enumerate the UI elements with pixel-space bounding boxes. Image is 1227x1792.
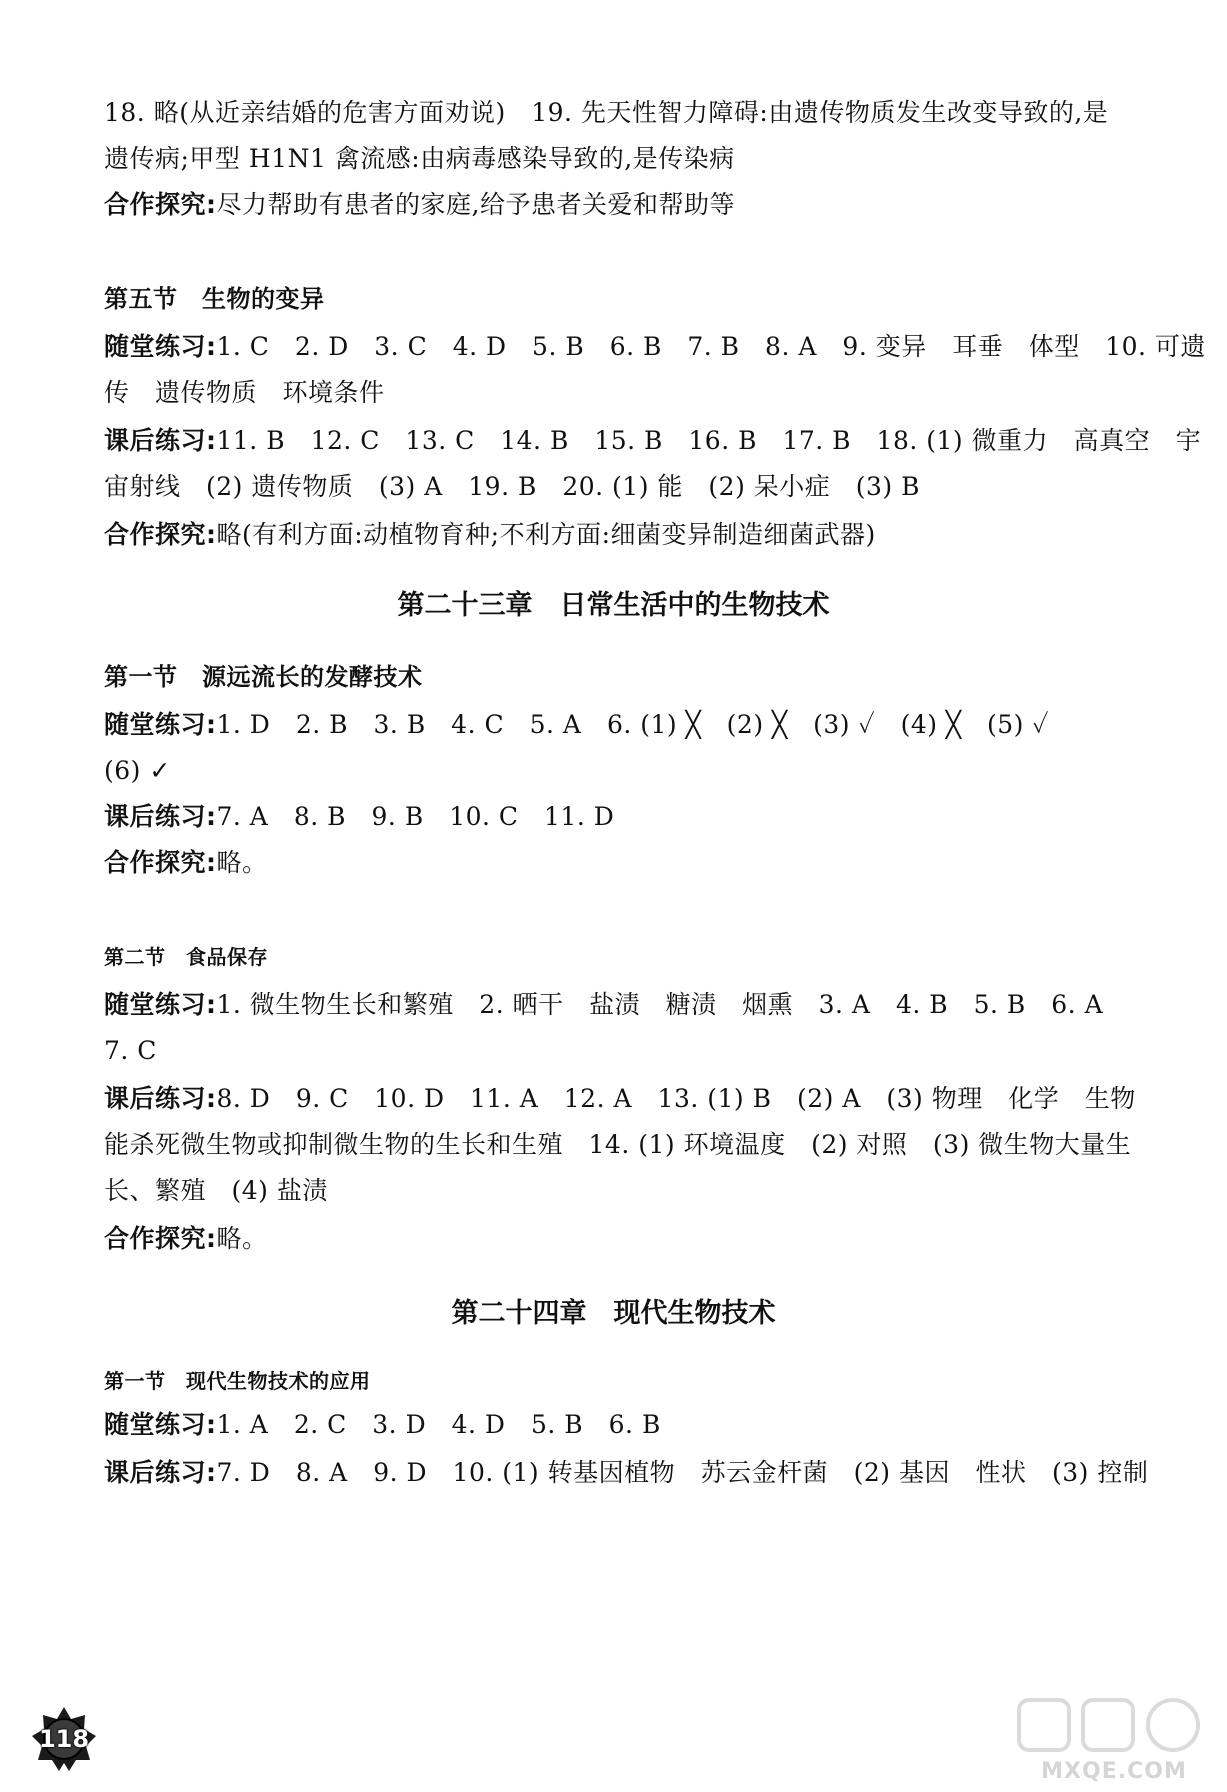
label-class-practice: 随堂练习: (104, 332, 217, 361)
text-line (104, 1408, 1147, 1442)
text-line: 宙射线 (2) 遗传物质 (3) A 19. B 20. (1) 能 (2) 呆小症 (3) B (104, 472, 921, 501)
text-line (104, 1456, 1147, 1490)
label-class-practice: 随堂练习: (104, 1410, 217, 1439)
label-class-practice: 随堂练习: (104, 710, 217, 739)
text-line (104, 188, 1147, 222)
text-line: 长、繁殖 (4) 盐渍 (104, 1176, 328, 1205)
text-line: 遗传病;甲型 H1N1 禽流感:由病毒感染导致的,是传染病 (104, 144, 735, 173)
label-cooperative: 合作探究: (104, 1224, 217, 1253)
chapter-title: 第二十三章 日常生活中的生物技术 (397, 590, 830, 621)
answer-text: 7. A 8. B 9. B 10. C 11. D (216, 802, 615, 831)
watermark-icon (1009, 1694, 1219, 1758)
text-line (104, 330, 1206, 364)
label-cooperative: 合作探究: (104, 190, 217, 219)
label-cooperative: 合作探究: (104, 848, 217, 877)
answer-text: 1. C 2. D 3. C 4. D 5. B 6. B 7. B 8. A 9. 变异 耳垂 体型 10. 可遗 (216, 332, 1206, 361)
text-line (104, 708, 1147, 742)
section-title: 第五节 生物的变异 (104, 285, 325, 313)
watermark-text: MXQE.COM (1041, 1759, 1187, 1784)
answer-text: 1. 微生物生长和繁殖 2. 晒干 盐渍 糖渍 烟熏 3. A 4. B 5. B 6. A (216, 990, 1104, 1019)
section-title: 第二节 食品保存 (104, 945, 268, 969)
answer-text: 略。 (216, 848, 268, 877)
page-number: 118 (38, 1725, 90, 1753)
label-after-class: 课后练习: (104, 802, 217, 831)
text-line: 7. C (104, 1036, 157, 1065)
section-title: 第一节 源远流长的发酵技术 (104, 663, 423, 691)
text-line (104, 846, 1147, 880)
answer-text: 略。 (216, 1224, 268, 1253)
text-line (104, 800, 1147, 834)
label-after-class: 课后练习: (104, 1458, 217, 1487)
text-line (104, 518, 1147, 552)
chapter-title: 第二十四章 现代生物技术 (451, 1298, 776, 1329)
text-line: 能杀死微生物或抑制微生物的生长和生殖 14. (1) 环境温度 (2) 对照 (3) 微生物大量生 (104, 1130, 1132, 1159)
text-line: (6) ✓ (104, 756, 171, 785)
section-title: 第一节 现代生物技术的应用 (104, 1369, 371, 1393)
page-number-badge (30, 1705, 98, 1773)
label-cooperative: 合作探究: (104, 520, 217, 549)
label-after-class: 课后练习: (104, 426, 217, 455)
text-line: 传 遗传物质 环境条件 (104, 378, 385, 407)
label-after-class: 课后练习: (104, 1084, 217, 1113)
answer-text: 11. B 12. C 13. C 14. B 15. B 16. B 17. B 18. (1) 微重力 高真空 宇 (216, 426, 1202, 455)
answer-text: 1. A 2. C 3. D 4. D 5. B 6. B (216, 1410, 661, 1439)
text-line: 18. 略(从近亲结婚的危害方面劝说) 19. 先天性智力障碍:由遗传物质发生改变导致的,是 (104, 98, 1109, 127)
text-line (104, 1082, 1147, 1116)
answer-text: 7. D 8. A 9. D 10. (1) 转基因植物 苏云金杆菌 (2) 基因 性状 (3) 控制 (216, 1458, 1149, 1487)
text-line (104, 1222, 1147, 1256)
text-line (104, 988, 1147, 1022)
answer-text: 1. D 2. B 3. B 4. C 5. A 6. (1) ╳ (2) ╳ (3) ✓ (4) ╳ (5) ✓ (216, 710, 1049, 739)
label-class-practice: 随堂练习: (104, 990, 217, 1019)
text-line (104, 424, 1202, 458)
watermark-logo (1009, 1694, 1219, 1784)
answer-text: 8. D 9. C 10. D 11. A 12. A 13. (1) B (2) A (3) 物理 化学 生物 (216, 1084, 1136, 1113)
answer-text: 略(有利方面:动植物育种;不利方面:细菌变异制造细菌武器) (216, 520, 876, 549)
answer-text: 尽力帮助有患者的家庭,给予患者关爱和帮助等 (216, 190, 735, 219)
